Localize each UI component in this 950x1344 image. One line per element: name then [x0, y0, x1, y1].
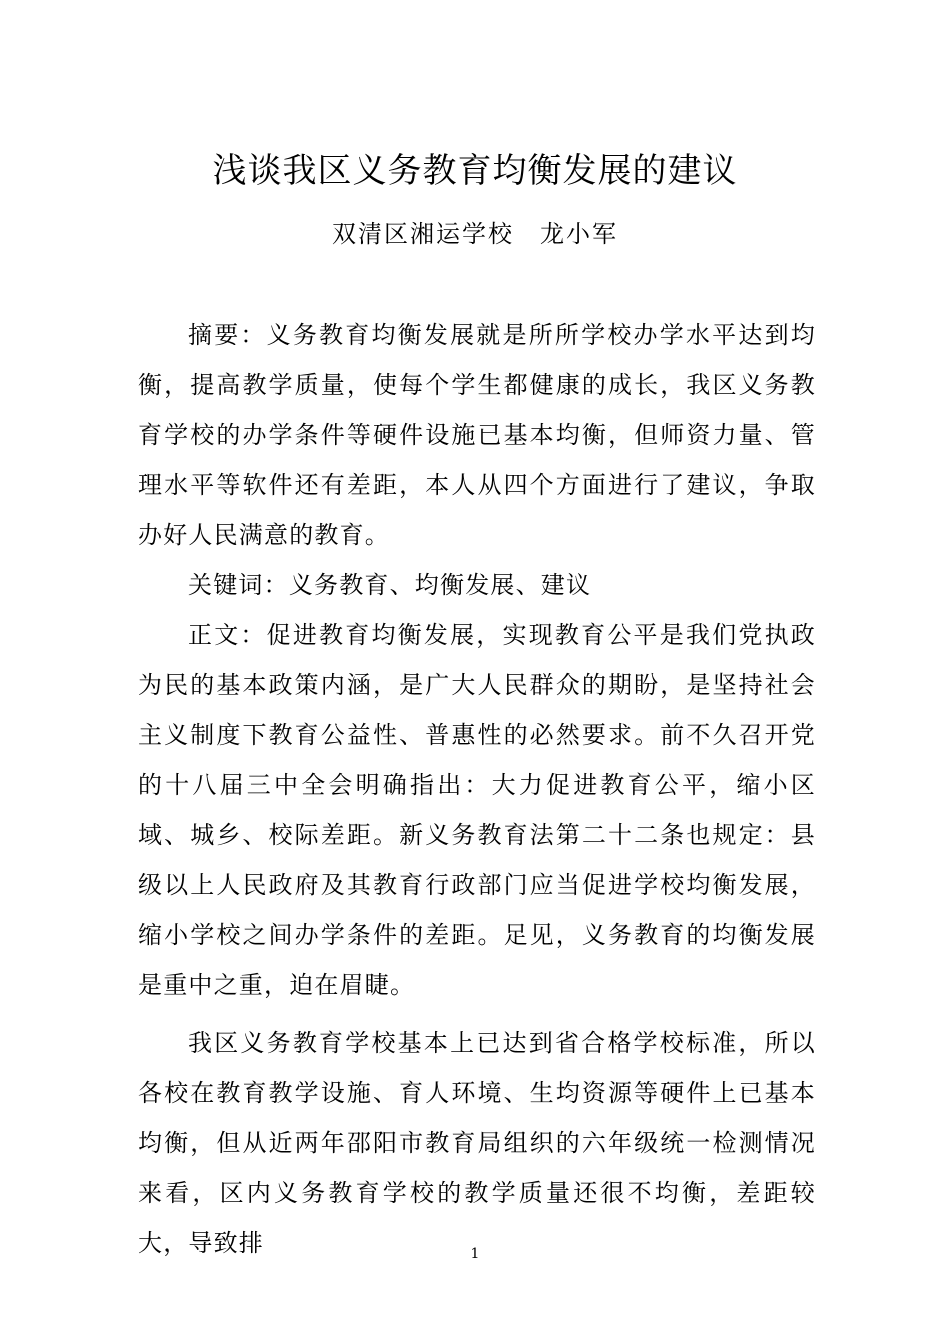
keywords-paragraph	[138, 560, 816, 610]
document-body	[138, 310, 816, 1268]
keywords-text: 义务教育、均衡发展、建议	[288, 571, 592, 599]
author-name: 龙小军	[540, 220, 618, 248]
author-line	[0, 214, 950, 254]
keywords-label: 关键词：	[188, 571, 289, 599]
body-paragraph-1	[138, 610, 816, 1010]
document-title: 浅谈我区义务教育均衡发展的建议	[212, 151, 738, 191]
page-number: 1	[470, 1246, 480, 1262]
abstract-text: 义务教育均衡发展就是所所学校办学水平达到均衡，提高教学质量，使每个学生都健康的成长，我区义务教育学校的办学条件等硬件设施已基本均衡，但师资力量、管理水平等软件还有差距，本人从四个方面进行了建议，争取办好人民满意的教育。	[138, 321, 816, 549]
body-paragraph-2: 我区义务教育学校基本上已达到省合格学校标准，所以各校在教育教学设施、育人环境、生均资源等硬件上已基本均衡，但从近两年邵阳市教育局组织的六年级统一检测情况来看，区内义务教育学校的教学质量还很不均衡，差距较大，导致排	[138, 1029, 816, 1257]
author-school: 双清区湘运学校	[332, 220, 514, 248]
body-label: 正文：	[188, 621, 267, 649]
abstract-label: 摘要：	[188, 321, 267, 349]
body-text: 促进教育均衡发展，实现教育公平是我们党执政为民的基本政策内涵，是广大人民群众的期盼，是坚持社会主义制度下教育公益性、普惠性的必然要求。前不久召开党的十八届三中全会明确指出：大力促进教育公平，缩小区域、城乡、校际差距。新义务教育法第二十二条也规定：县级以上人民政府及其教育行政部门应当促进学校均衡发展，缩小学校之间办学条件的差距。足见，义务教育的均衡发展是重中之重，迫在眉睫。	[138, 621, 816, 999]
abstract-paragraph	[138, 310, 816, 560]
